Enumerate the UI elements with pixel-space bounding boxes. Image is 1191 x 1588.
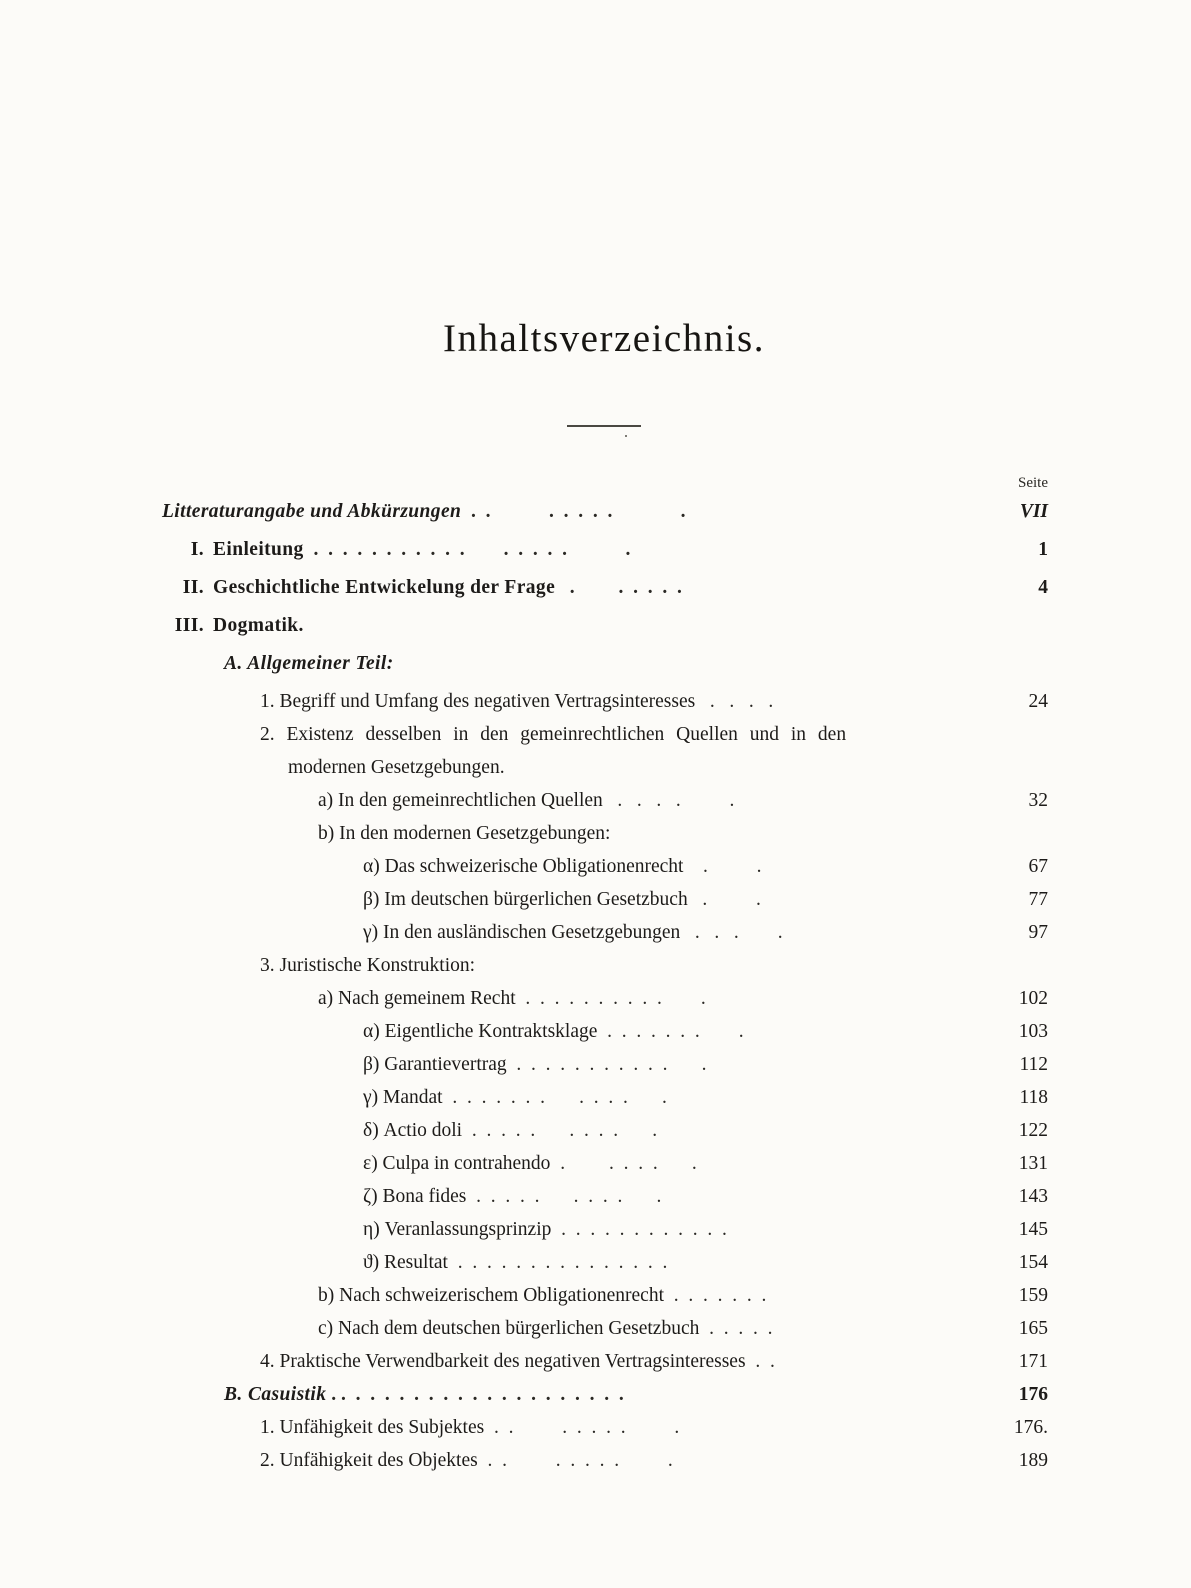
page-title: Inhaltsverzeichnis. bbox=[443, 317, 765, 360]
dot-leader: . . . . bbox=[695, 691, 774, 712]
dot-leader: . . . . . . . . bbox=[461, 501, 686, 522]
toc-entry bbox=[160, 1020, 1048, 1043]
toc-page-number: 131 bbox=[1018, 1153, 1048, 1174]
toc-entry bbox=[160, 1284, 1048, 1307]
toc-entry bbox=[160, 822, 1048, 845]
toc-entry-text: modernen Gesetzgebungen. bbox=[288, 757, 505, 778]
dot-leader: . . . . . . bbox=[550, 1153, 697, 1174]
toc-entry-text: B. Casuistik bbox=[224, 1384, 327, 1405]
toc-entry bbox=[160, 1218, 1048, 1241]
toc-entry bbox=[160, 1152, 1048, 1175]
toc-entry bbox=[160, 1086, 1048, 1109]
toc-entry-text: 2. Existenz desselben in den gemeinrechtlichen Quellen und in den bbox=[260, 724, 847, 745]
toc-entry bbox=[160, 538, 1048, 561]
dot-leader: . . . . . . . . bbox=[477, 1450, 673, 1471]
dot-leader: . . . . . . . . . . . . . . . . . bbox=[303, 539, 631, 560]
toc-entry-text: δ) Actio doli bbox=[363, 1120, 463, 1141]
page-column-label: Seite bbox=[1018, 475, 1048, 491]
toc-page-number: 189 bbox=[1018, 1450, 1048, 1471]
dot-leader: . . . . . . . . . . . . bbox=[506, 1054, 707, 1075]
toc-entry bbox=[160, 1350, 1048, 1373]
dot-leader: . . . . bbox=[680, 922, 783, 943]
toc-entry bbox=[160, 1053, 1048, 1076]
toc-entry-text: ϑ) Resultat bbox=[363, 1252, 448, 1273]
toc-page-number: 118 bbox=[1019, 1087, 1048, 1108]
toc-entry bbox=[160, 652, 1048, 675]
dot-leader: . . . . . . . . . . bbox=[466, 1186, 662, 1207]
toc-entry bbox=[160, 921, 1048, 944]
toc-entry-text: a) Nach gemeinem Recht bbox=[318, 988, 516, 1009]
toc-entry-text: 1. Begriff und Umfang des negativen Vertragsinteresses bbox=[260, 691, 696, 712]
toc-entry-text: γ) In den ausländischen Gesetzgebungen bbox=[363, 922, 681, 943]
dot-leader: . . bbox=[683, 856, 762, 877]
toc-entry-number: I. bbox=[190, 539, 204, 560]
toc-entry-text: β) Garantievertrag bbox=[363, 1054, 507, 1075]
dot-leader: . . bbox=[745, 1351, 775, 1372]
toc-entry-text: A. Allgemeiner Teil: bbox=[224, 653, 394, 674]
toc-list bbox=[160, 500, 1048, 1472]
dot-leader: . . . . . . . . . . . bbox=[515, 988, 706, 1009]
toc-page-number: 176 bbox=[1018, 1384, 1048, 1405]
toc-page-number: 1 bbox=[1038, 539, 1048, 560]
toc-entry-text: β) Im deutschen bürgerlichen Gesetzbuch bbox=[363, 889, 688, 910]
title-divider bbox=[567, 425, 641, 427]
toc-entry bbox=[160, 1416, 1048, 1439]
toc-entry-text: ζ) Bona fides bbox=[363, 1186, 467, 1207]
dot-leader: . . . . . . . bbox=[663, 1285, 767, 1306]
toc-entry bbox=[160, 1449, 1048, 1472]
toc-entry-text: α) Eigentliche Kontraktsklage bbox=[363, 1021, 598, 1042]
dot-leader: . . . . . . bbox=[555, 577, 682, 598]
toc-entry-text: a) In den gemeinrechtlichen Quellen bbox=[318, 790, 603, 811]
dot-leader: . . . . . . . . bbox=[597, 1021, 744, 1042]
toc-page-number: 24 bbox=[1028, 691, 1048, 712]
toc-entry-text: b) In den modernen Gesetzgebungen: bbox=[318, 823, 611, 844]
toc-entry bbox=[160, 789, 1048, 812]
toc-entry-text: 1. Unfähigkeit des Subjektes bbox=[260, 1417, 485, 1438]
toc-entry-text: 4. Praktische Verwendbarkeit des negativen Vertragsinteresses bbox=[260, 1351, 746, 1372]
dot-leader: . . . . . bbox=[699, 1318, 773, 1339]
toc-entry bbox=[160, 576, 1048, 599]
toc-page-number: 171 bbox=[1018, 1351, 1048, 1372]
toc-entry-text: η) Veranlassungsprinzip bbox=[363, 1219, 552, 1240]
toc-entry-text: c) Nach dem deutschen bürgerlichen Gesetzbuch bbox=[318, 1318, 700, 1339]
toc-entry bbox=[160, 690, 1048, 713]
toc-entry bbox=[160, 756, 1048, 779]
dot-leader: . . . . . . . . . . . . . . . bbox=[447, 1252, 668, 1273]
toc-page-number: 67 bbox=[1028, 856, 1048, 877]
toc-page-number: 77 bbox=[1028, 889, 1048, 910]
toc-page-number: 102 bbox=[1018, 988, 1048, 1009]
toc-entry bbox=[160, 1383, 1048, 1406]
toc-entry-number: III. bbox=[174, 615, 204, 636]
dot-leader: . . . . . . . . . . . . bbox=[442, 1087, 667, 1108]
toc-page-number: 143 bbox=[1018, 1186, 1048, 1207]
toc-entry bbox=[160, 723, 1048, 746]
toc-page-number: 122 bbox=[1018, 1120, 1048, 1141]
toc-page-number: 154 bbox=[1018, 1252, 1048, 1273]
toc-entry bbox=[160, 500, 1048, 523]
toc-page-number: 4 bbox=[1038, 577, 1048, 598]
toc-entry-text: 3. Juristische Konstruktion: bbox=[260, 955, 476, 976]
toc-entry bbox=[160, 1317, 1048, 1340]
toc-page-number: 165 bbox=[1018, 1318, 1048, 1339]
dot-leader: . . . . . . . . . . . . bbox=[551, 1219, 727, 1240]
dot-leader: . . . . . . . . . . bbox=[462, 1120, 658, 1141]
toc-entry bbox=[160, 855, 1048, 878]
toc-entry bbox=[160, 1119, 1048, 1142]
toc-entry bbox=[160, 1251, 1048, 1274]
toc-entry-text: Litteraturangabe und Abkürzungen bbox=[162, 501, 462, 522]
toc-page-number: 112 bbox=[1019, 1054, 1048, 1075]
toc-entry-text: α) Das schweizerische Obligationenrecht bbox=[363, 856, 684, 877]
dot-leader: . . . . . bbox=[602, 790, 735, 811]
dot-leader: . . . . . . . . . . . . . . . . . . . . . bbox=[326, 1384, 624, 1405]
toc-page-number: VII bbox=[1019, 501, 1048, 522]
toc-entry-text: Geschichtliche Entwickelung der Frage bbox=[213, 577, 556, 598]
dot-leader: . . . . . . . . bbox=[484, 1417, 680, 1438]
toc-entry-text: ε) Culpa in contrahendo bbox=[363, 1153, 551, 1174]
toc-page-number: 176. bbox=[1013, 1417, 1048, 1438]
toc-entry bbox=[160, 987, 1048, 1010]
toc-page-number: 103 bbox=[1018, 1021, 1048, 1042]
toc-page-number: 97 bbox=[1028, 922, 1048, 943]
toc-entry bbox=[160, 888, 1048, 911]
toc-entry-text: γ) Mandat bbox=[363, 1087, 443, 1108]
toc-entry bbox=[160, 1185, 1048, 1208]
toc-page-number: 145 bbox=[1018, 1219, 1048, 1240]
dot-leader: . . bbox=[687, 889, 761, 910]
toc-page-number: 159 bbox=[1018, 1285, 1048, 1306]
toc-entry bbox=[160, 954, 1048, 977]
toc-entry-text: 2. Unfähigkeit des Objektes bbox=[260, 1450, 478, 1471]
toc-page-number: 32 bbox=[1028, 790, 1048, 811]
toc-entry-text: Einleitung bbox=[213, 539, 304, 560]
toc-entry-number: II. bbox=[182, 577, 204, 598]
toc-entry-text: Dogmatik. bbox=[213, 615, 304, 636]
toc-entry-text: b) Nach schweizerischem Obligationenrecht bbox=[318, 1285, 664, 1306]
toc-entry bbox=[160, 614, 1048, 637]
